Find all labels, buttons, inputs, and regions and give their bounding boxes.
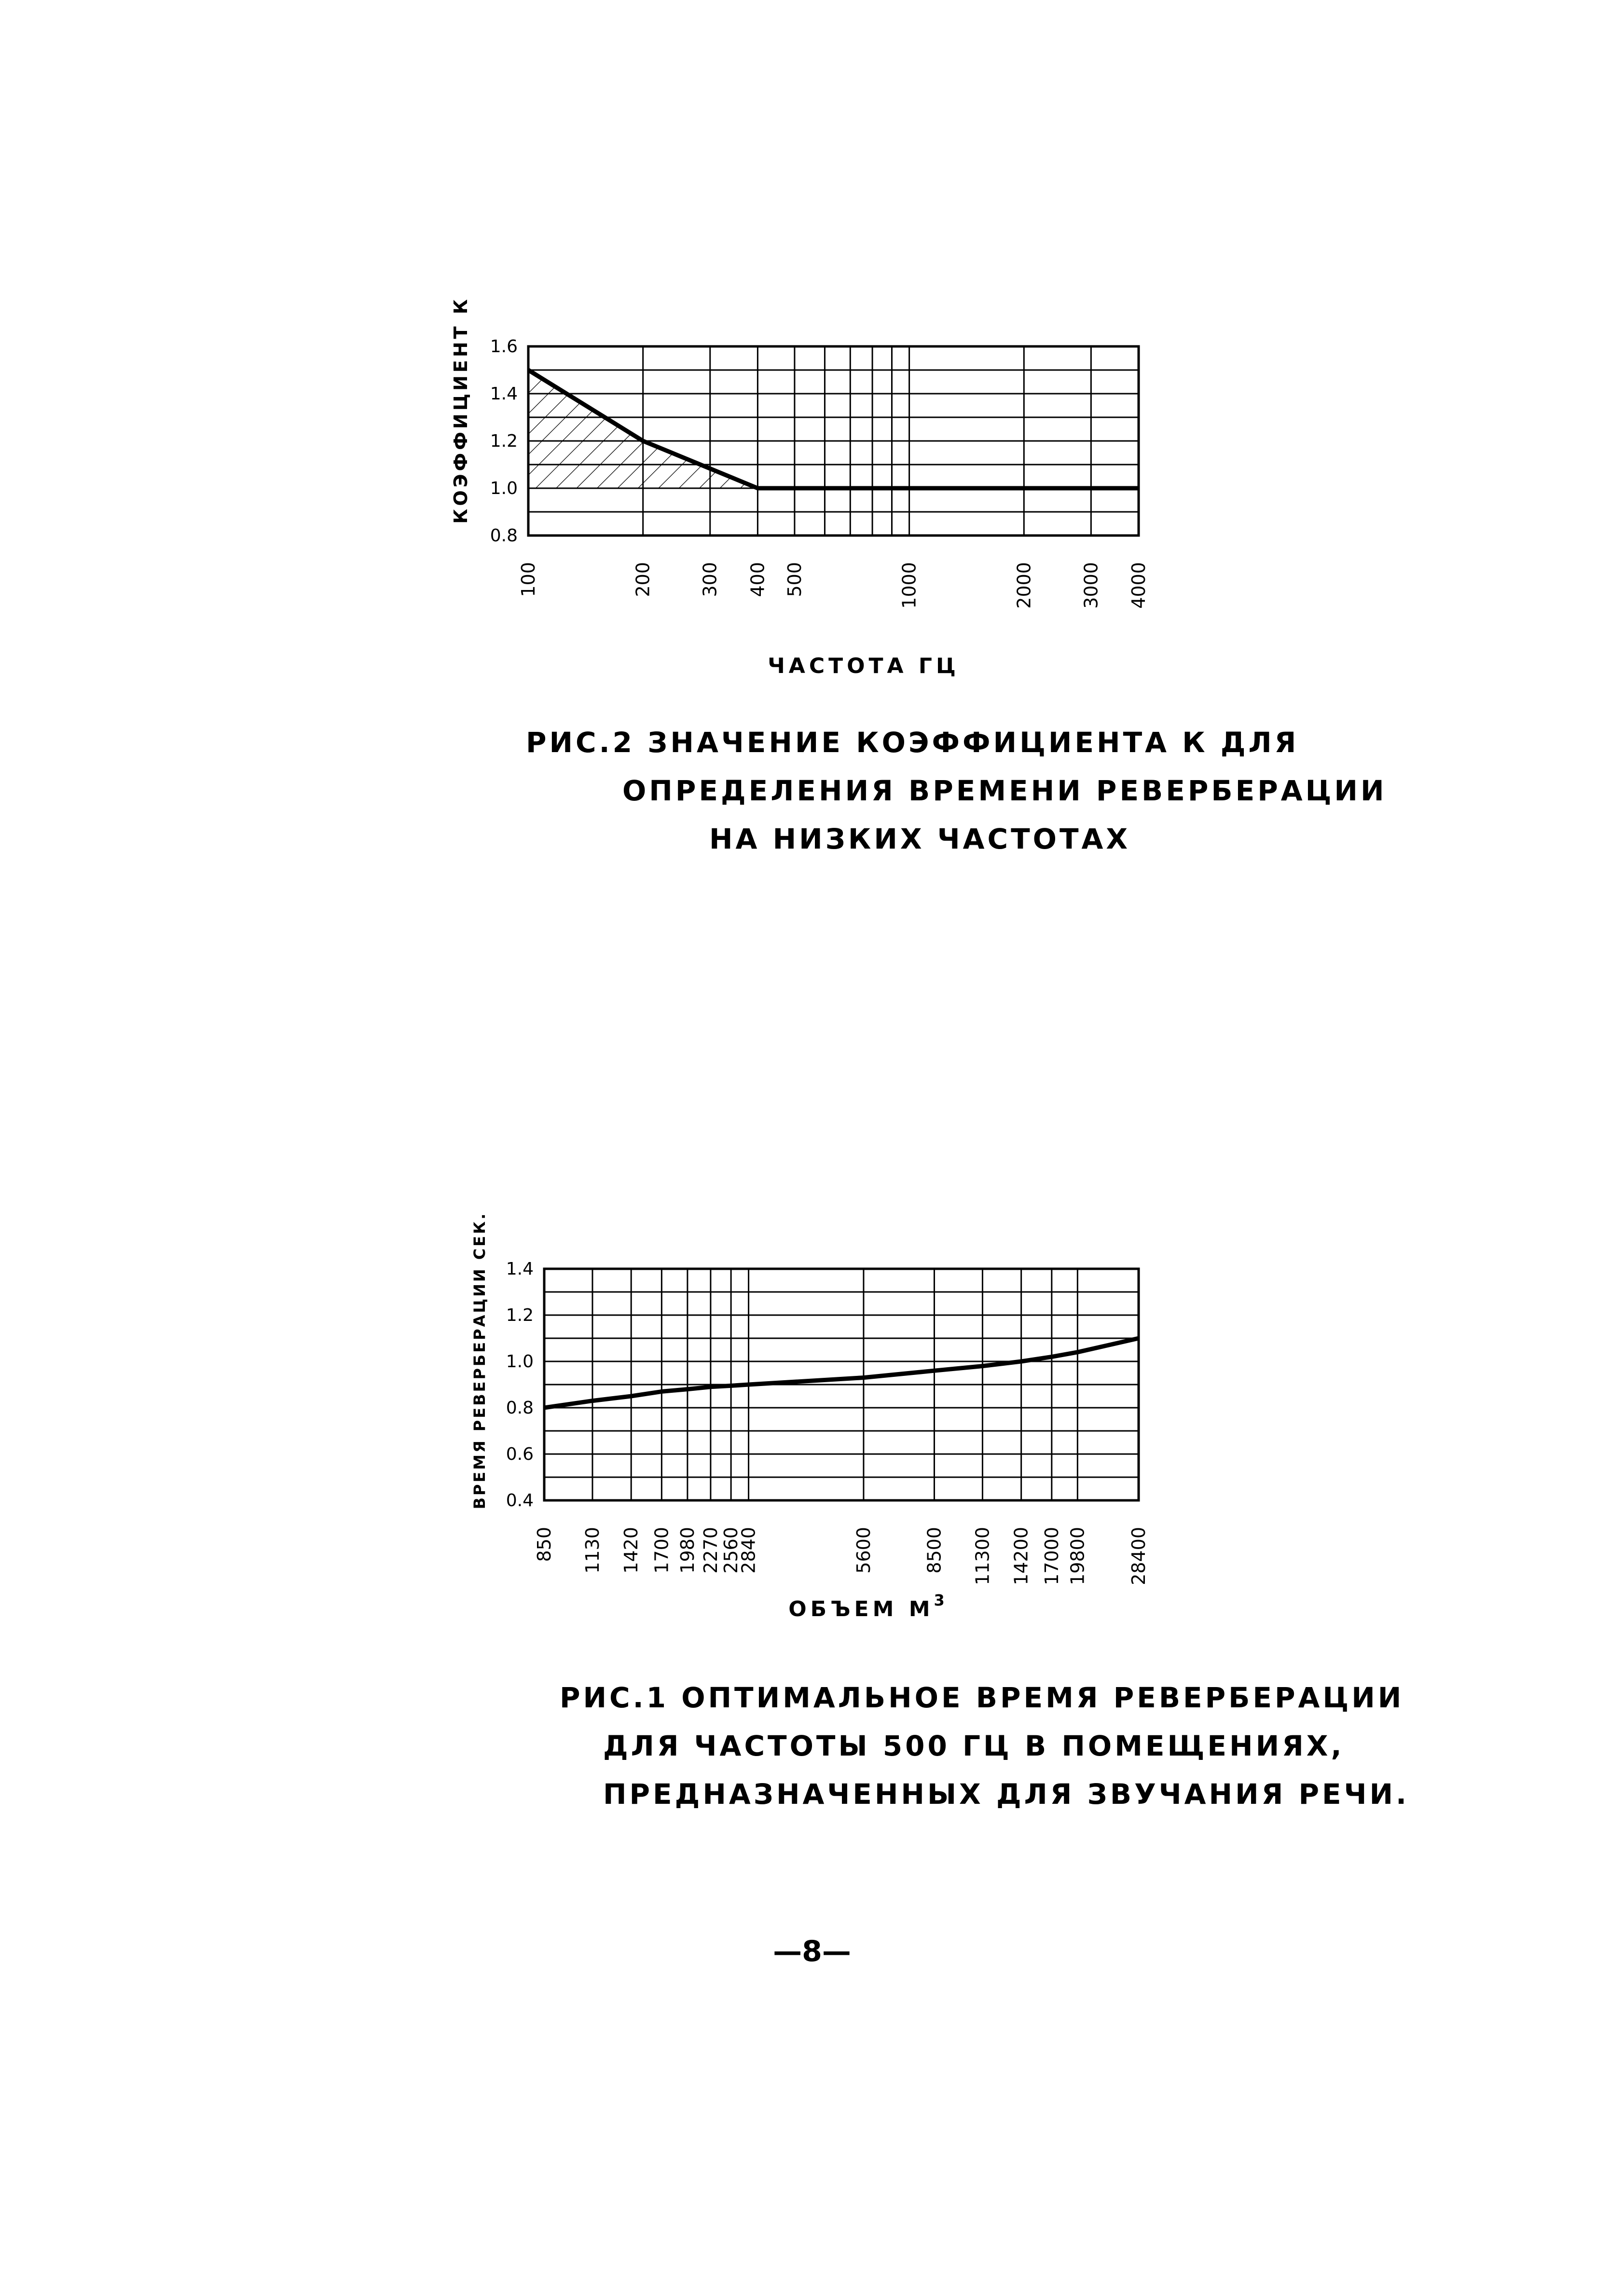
chart-grid <box>528 346 1139 535</box>
x-tick-label: 19800 <box>1067 1527 1088 1585</box>
x-tick-label: 17000 <box>1041 1527 1062 1585</box>
x-tick-label: 400 <box>747 562 769 597</box>
figure-1-caption-line-1: РИС.1 ОПТИМАЛЬНОЕ ВРЕМЯ РЕВЕРБЕРАЦИИ <box>560 1681 1404 1714</box>
figure-2-caption-line-1: РИС.2 ЗНАЧЕНИЕ КОЭФФИЦИЕНТА К ДЛЯ <box>526 726 1299 759</box>
figure-1-caption-line-2: ДЛЯ ЧАСТОТЫ 500 ГЦ В ПОМЕЩЕНИЯХ, <box>603 1730 1345 1762</box>
x-tick-label: 11300 <box>972 1527 993 1585</box>
x-tick-label: 2560 <box>720 1527 742 1574</box>
chart-grid <box>544 1269 1139 1500</box>
y-tick-label: 1.0 <box>506 1352 534 1372</box>
y-tick-label: 0.4 <box>506 1491 534 1510</box>
x-tick-label: 200 <box>632 562 654 597</box>
y-tick-label: 1.2 <box>506 1305 534 1325</box>
x-tick-label: 100 <box>518 562 539 597</box>
y-tick-label: 1.0 <box>490 479 518 498</box>
x-tick-label: 4000 <box>1128 562 1149 609</box>
figure-2-caption-line-3: НА НИЗКИХ ЧАСТОТАХ <box>709 823 1131 855</box>
x-tick-label: 14200 <box>1010 1527 1032 1585</box>
x-axis-label <box>788 1591 949 1621</box>
x-axis-ticks <box>534 1527 1149 1585</box>
x-tick-label: 5600 <box>853 1527 874 1574</box>
x-tick-label: 1000 <box>898 562 920 609</box>
figure-2-caption-line-2: ОПРЕДЕЛЕНИЯ ВРЕМЕНИ РЕВЕРБЕРАЦИИ <box>622 774 1387 807</box>
series-line <box>544 1338 1139 1408</box>
x-tick-label: 850 <box>534 1527 555 1562</box>
x-tick-label: 300 <box>699 562 721 597</box>
x-axis-label: ЧАСТОТА ГЦ <box>768 654 960 678</box>
x-tick-label: 2270 <box>700 1527 721 1574</box>
x-axis-label-text: ОБЪЕМ М <box>788 1597 934 1621</box>
figure-2-chart <box>0 0 1624 678</box>
x-tick-label: 3000 <box>1080 562 1102 609</box>
x-tick-label: 500 <box>784 562 805 597</box>
y-tick-label: 0.6 <box>506 1444 534 1464</box>
y-axis-label: ВРЕМЯ РЕВЕРБЕРАЦИИ СЕК. <box>470 1211 489 1510</box>
x-axis-ticks <box>518 562 1149 609</box>
y-tick-label: 1.4 <box>506 1259 534 1279</box>
y-tick-label: 1.4 <box>490 384 518 404</box>
x-axis-label-superscript: 3 <box>934 1591 949 1609</box>
x-tick-label: 2840 <box>738 1527 759 1574</box>
x-tick-label: 8500 <box>923 1527 945 1574</box>
y-tick-label: 0.8 <box>490 526 518 546</box>
chart-curve <box>544 1338 1139 1408</box>
y-tick-label: 1.2 <box>490 431 518 451</box>
y-axis-label: КОЭФФИЦИЕНТ К <box>450 296 471 524</box>
x-tick-label: 2000 <box>1013 562 1035 609</box>
x-tick-label: 1700 <box>651 1527 673 1574</box>
figure-1-chart <box>0 1211 1624 1621</box>
x-tick-label: 28400 <box>1128 1527 1149 1585</box>
figure-1-caption-line-3: ПРЕДНАЗНАЧЕННЫХ ДЛЯ ЗВУЧАНИЯ РЕЧИ. <box>603 1778 1410 1811</box>
x-tick-label: 1420 <box>620 1527 642 1574</box>
y-tick-label: 1.6 <box>490 337 518 357</box>
y-axis-ticks <box>506 1259 534 1510</box>
x-tick-label: 1980 <box>676 1527 698 1574</box>
y-axis-ticks <box>490 337 518 546</box>
x-tick-label: 1130 <box>581 1527 603 1574</box>
page-number: —8— <box>773 1935 851 1968</box>
y-tick-label: 0.8 <box>506 1398 534 1418</box>
